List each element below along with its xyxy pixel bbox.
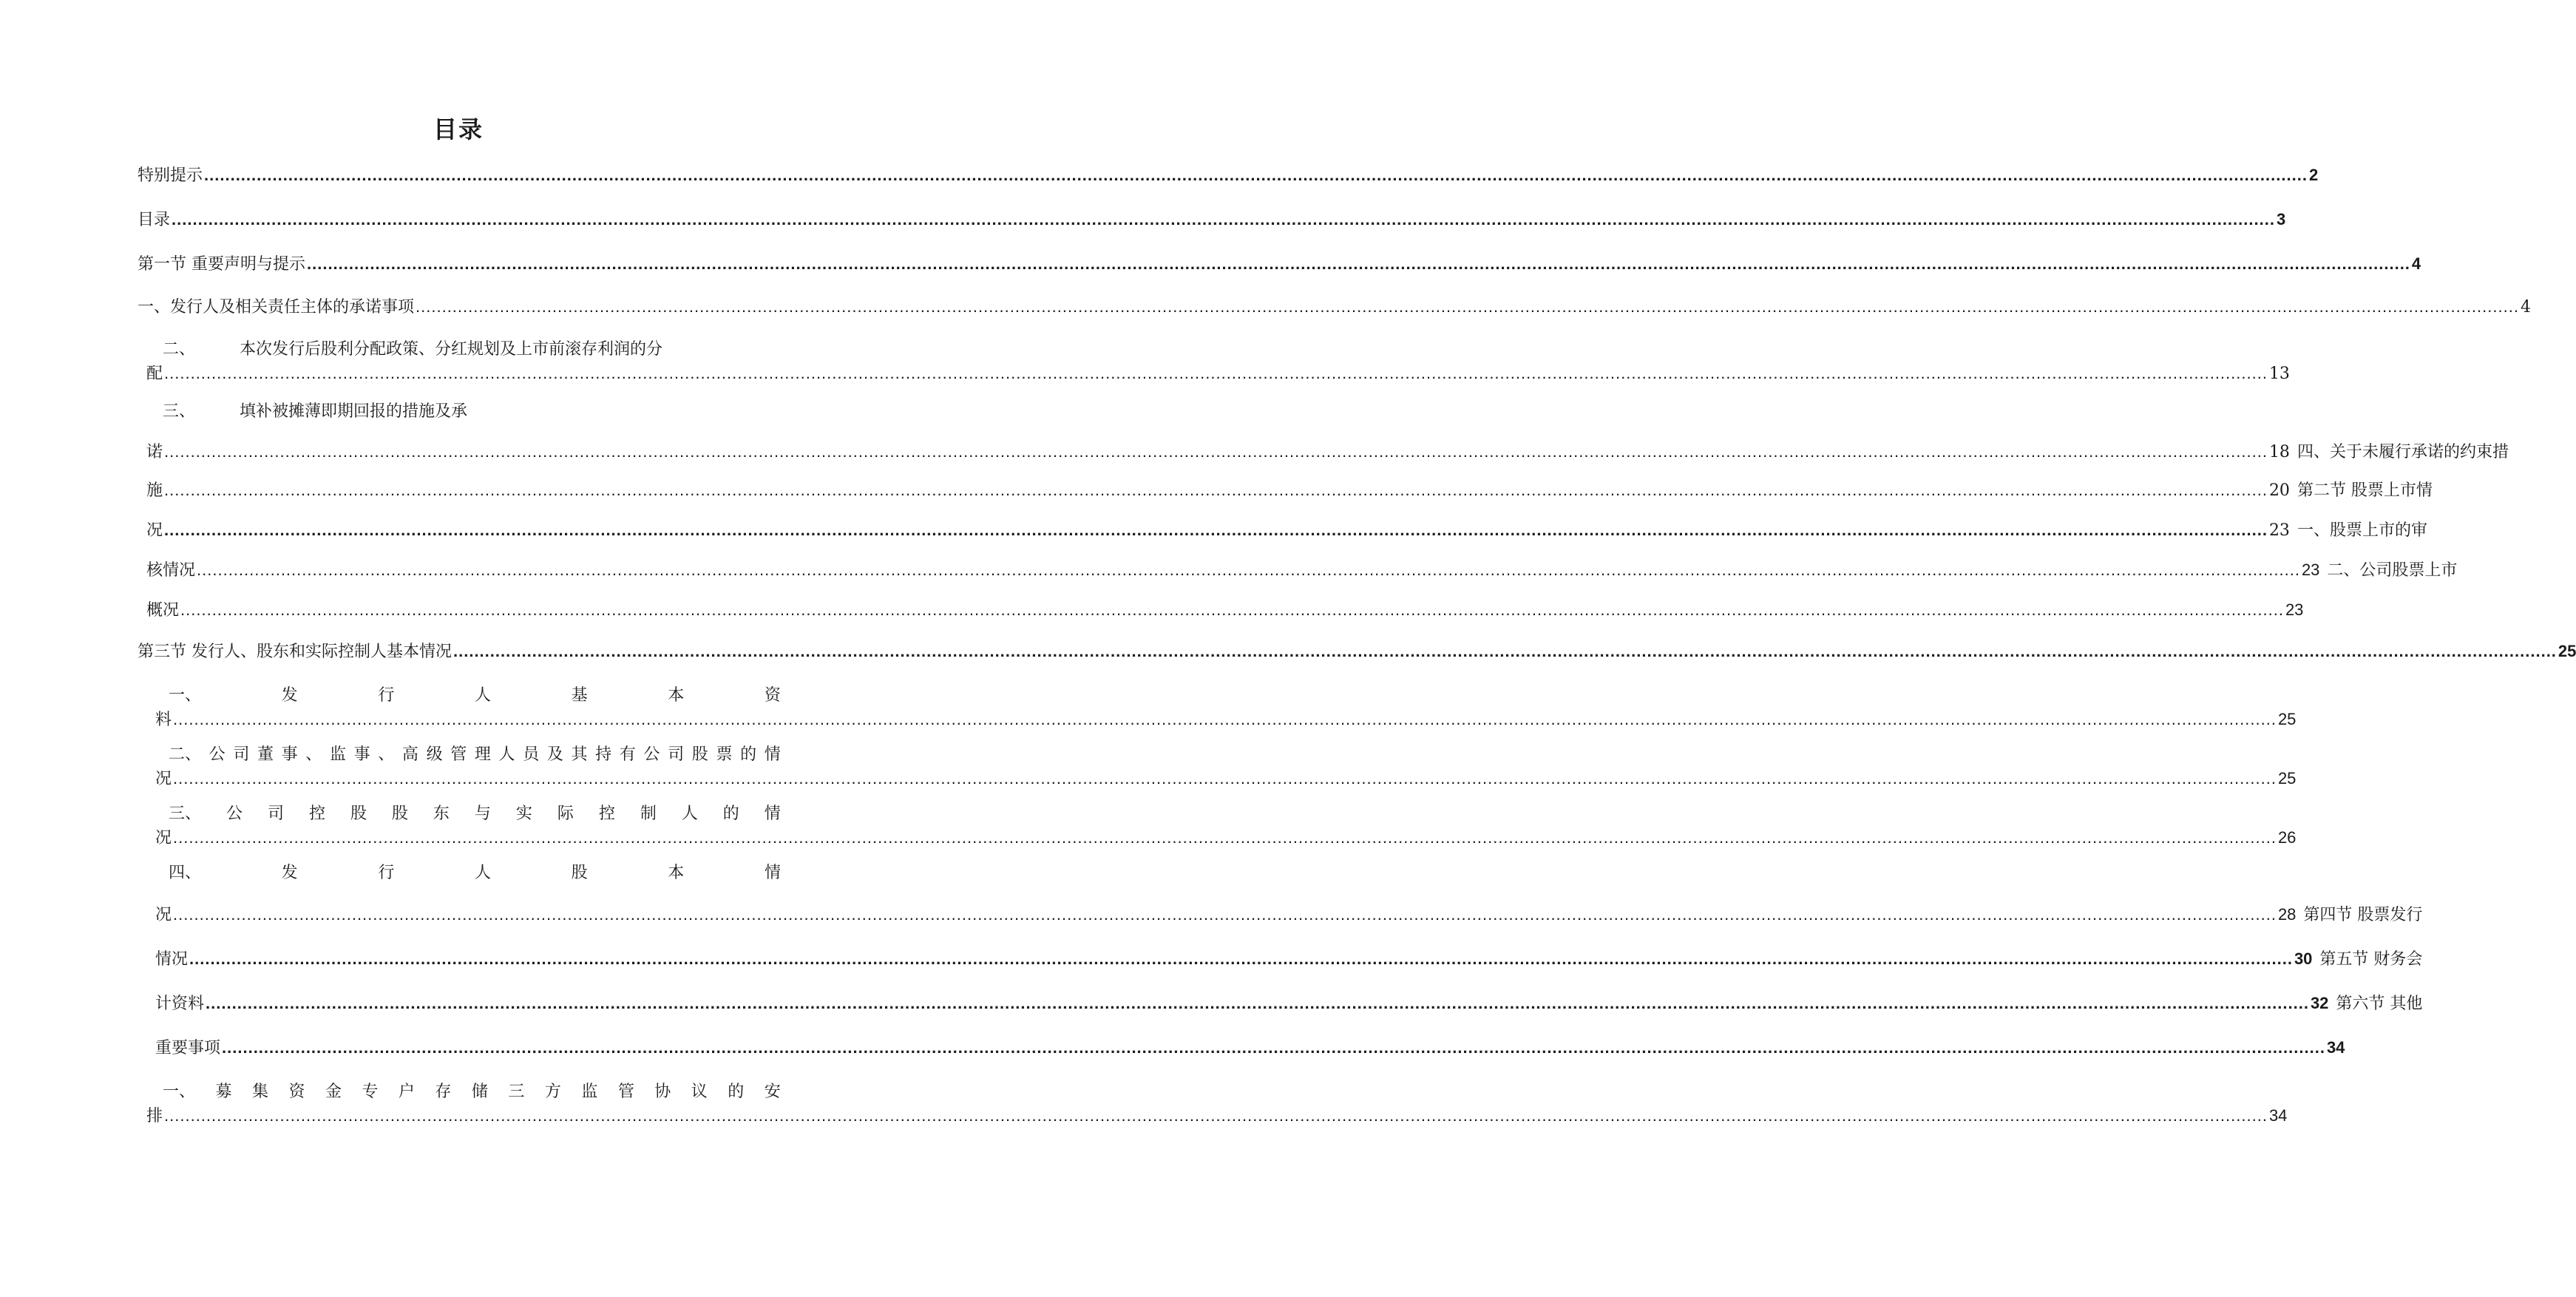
toc-entry-label: 排 — [146, 1107, 163, 1125]
toc-entry-char: 发 — [281, 864, 298, 882]
toc-entry-page: 23 — [2268, 521, 2290, 540]
toc-entry-label: 一、发行人及相关责任主体的承诺事项 — [138, 298, 415, 316]
toc-entry[interactable] — [155, 904, 2423, 927]
toc-entry-continuation: 第二节 股票上市情 — [2297, 481, 2433, 500]
toc-entry-line1[interactable] — [163, 1081, 781, 1103]
toc-entry-page: 25 — [2558, 642, 2576, 660]
toc-entry-page: 23 — [2285, 600, 2304, 619]
toc-entry-continuation: 第五节 财务会 — [2319, 950, 2423, 969]
toc-entry-char: 及 — [546, 745, 563, 764]
page-title: 目录 — [433, 115, 484, 143]
toc-entry[interactable] — [138, 640, 2576, 663]
toc-entry[interactable] — [155, 948, 2423, 971]
toc-entry-continuation: 第六节 其他 — [2336, 995, 2423, 1013]
toc-entry-page: 28 — [2277, 905, 2297, 924]
toc-entry-char: 控 — [598, 805, 615, 823]
toc-entry[interactable] — [155, 827, 2297, 850]
toc-entry-char: 的 — [740, 745, 757, 764]
toc-entry-char: 方 — [544, 1083, 561, 1101]
toc-entry-char: 集 — [251, 1083, 268, 1101]
toc-entry-label: 配 — [146, 365, 163, 383]
toc-entry[interactable] — [146, 599, 2304, 622]
toc-entry-marker: 一、 — [163, 1083, 196, 1101]
toc-entry-char: 人 — [681, 805, 698, 823]
dot-leader: ................................................................................................................................................................................................................................................................................................................................................................................................................ — [164, 442, 2268, 461]
toc-entry[interactable] — [155, 768, 2297, 790]
toc-entry-char: 行 — [378, 864, 395, 882]
toc-entry[interactable] — [138, 253, 2421, 276]
toc-entry-char: 募 — [215, 1083, 232, 1101]
toc-entry-label: 况 — [155, 770, 172, 788]
toc-entry[interactable] — [138, 209, 2286, 231]
dot-leader: ................................................................................................................................................................................................................................................................................................................................................................................................................ — [204, 166, 2308, 184]
toc-entry-char: 司 — [233, 745, 250, 764]
toc-entry-page: 2 — [2308, 166, 2319, 184]
toc-entry-page: 34 — [2268, 1106, 2288, 1125]
toc-entry-char: 情 — [764, 864, 781, 882]
toc-entry-line1[interactable] — [163, 339, 662, 361]
toc-entry-label: 情况 — [155, 950, 189, 969]
toc-entry-label: 核情况 — [146, 561, 196, 580]
toc-entry-label: 施 — [146, 481, 163, 500]
toc-entry-marker: 二、 — [169, 745, 202, 764]
toc-entry-char: 员 — [523, 745, 540, 764]
toc-entry-page: 4 — [2411, 254, 2421, 273]
toc-entry-char: 票 — [716, 745, 733, 764]
dot-leader: ................................................................................................................................................................................................................................................................................................................................................................................................................ — [180, 600, 2284, 619]
toc-entry-char: 存 — [435, 1083, 452, 1101]
toc-entry-label: 况 — [155, 829, 172, 847]
toc-entry-page: 25 — [2277, 710, 2297, 728]
toc-entry-char: 股 — [391, 805, 408, 823]
toc-entry-char: 专 — [362, 1083, 379, 1101]
toc-entry-label: 计资料 — [155, 995, 205, 1013]
toc-entry-page: 20 — [2268, 481, 2290, 500]
toc-entry-char: 公 — [226, 805, 243, 823]
dot-leader: ................................................................................................................................................................................................................................................................................................................................................................................................................ — [164, 481, 2268, 499]
toc-entry-char: 发 — [281, 686, 298, 705]
dot-leader: ................................................................................................................................................................................................................................................................................................................................................................................................................ — [197, 561, 2300, 579]
toc-entry[interactable] — [146, 441, 2509, 464]
toc-entry-char: 管 — [450, 745, 467, 764]
toc-entry-char: 金 — [325, 1083, 342, 1101]
toc-entry-char: 控 — [308, 805, 325, 823]
toc-entry-label: 目录 — [138, 211, 171, 229]
toc-entry-char: 公 — [643, 745, 660, 764]
toc-entry-continuation: 二、公司股票上市 — [2327, 561, 2458, 580]
dot-leader: ................................................................................................................................................................................................................................................................................................................................................................................................................ — [173, 769, 2277, 788]
toc-entry-char: 事 — [281, 745, 298, 764]
toc-entry-char: 人 — [498, 745, 515, 764]
toc-entry-char: 理 — [474, 745, 491, 764]
toc-entry-label: 第一节 重要声明与提示 — [138, 255, 305, 274]
toc-entry-char: 其 — [571, 745, 588, 764]
toc-entry-char: 司 — [668, 745, 685, 764]
toc-entry-char: 的 — [722, 805, 739, 823]
dot-leader: ................................................................................................................................................................................................................................................................................................................................................................................................................ — [416, 297, 2519, 316]
dot-leader: ................................................................................................................................................................................................................................................................................................................................................................................................................ — [164, 521, 2268, 539]
toc-entry[interactable] — [138, 164, 2319, 187]
toc-entry-label: 特别提示 — [138, 166, 203, 185]
dot-leader: ................................................................................................................................................................................................................................................................................................................................................................................................................ — [173, 710, 2277, 728]
dot-leader: ................................................................................................................................................................................................................................................................................................................................................................................................................ — [173, 828, 2277, 847]
toc-entry-char: 监 — [581, 1083, 598, 1101]
toc-entry-char: 持 — [595, 745, 612, 764]
toc-entry-page: 4 — [2520, 298, 2531, 316]
toc-entry-char: 董 — [257, 745, 274, 764]
toc-entry-char: 与 — [474, 805, 491, 823]
toc-entry[interactable] — [155, 708, 2297, 731]
dot-leader: ................................................................................................................................................................................................................................................................................................................................................................................................................ — [453, 642, 2557, 660]
toc-entry-char: 三 — [508, 1083, 525, 1101]
toc-entry[interactable] — [155, 1037, 2345, 1060]
toc-entry-continuation: 第四节 股票发行 — [2303, 906, 2423, 924]
dot-leader: ................................................................................................................................................................................................................................................................................................................................................................................................................ — [206, 994, 2309, 1012]
toc-entry-char: 股 — [571, 864, 588, 882]
toc-entry-char: 际 — [557, 805, 574, 823]
toc-entry-marker: 三、 — [169, 805, 202, 823]
toc-entry-page: 26 — [2277, 828, 2297, 847]
toc-entry-char: 本 — [668, 864, 685, 882]
toc-entry-page: 25 — [2277, 769, 2297, 788]
toc-entry-char: 公 — [209, 745, 226, 764]
toc-entry-char: 实 — [515, 805, 532, 823]
dot-leader: ................................................................................................................................................................................................................................................................................................................................................................................................................ — [172, 210, 2275, 228]
toc-entry[interactable] — [146, 479, 2433, 502]
toc-entry-label: 第三节 发行人、股东和实际控制人基本情况 — [138, 643, 452, 661]
toc-entry-page: 34 — [2326, 1038, 2345, 1057]
dot-leader: ................................................................................................................................................................................................................................................................................................................................................................................................................ — [189, 949, 2293, 968]
toc-entry-label: 诺 — [146, 443, 163, 461]
toc-entry-char: 安 — [764, 1083, 781, 1101]
toc-entry-continuation: 一、股票上市的审 — [2297, 521, 2427, 540]
toc-entry-label: 概况 — [146, 601, 180, 620]
dot-leader: ................................................................................................................................................................................................................................................................................................................................................................................................................ — [164, 364, 2268, 382]
toc-entry-char: 储 — [471, 1083, 488, 1101]
toc-entry-char: 情 — [764, 805, 781, 823]
toc-entry-marker: 三、 — [163, 402, 196, 421]
toc-entry-line1[interactable] — [169, 744, 781, 766]
toc-entry-char: 股 — [350, 805, 367, 823]
dot-leader: ................................................................................................................................................................................................................................................................................................................................................................................................................ — [173, 905, 2277, 924]
toc-entry[interactable] — [146, 1105, 2288, 1128]
toc-entry-char: 的 — [728, 1083, 745, 1101]
toc-entry-char: 级 — [426, 745, 443, 764]
toc-entry-continuation: 四、关于未履行承诺的约束措 — [2297, 443, 2509, 461]
toc-entry[interactable] — [138, 296, 2531, 319]
toc-entry-char: 东 — [433, 805, 450, 823]
toc-entry-line1[interactable] — [169, 685, 781, 707]
toc-entry-label: 况 — [146, 521, 163, 540]
toc-entry-label: 况 — [155, 906, 172, 924]
dot-leader: ................................................................................................................................................................................................................................................................................................................................................................................................................ — [222, 1038, 2325, 1057]
toc-entry-char: 事 — [353, 745, 370, 764]
toc-entry-line1[interactable] — [163, 401, 467, 423]
dot-leader: ................................................................................................................................................................................................................................................................................................................................................................................................................ — [164, 1106, 2268, 1125]
toc-entry[interactable] — [155, 992, 2423, 1015]
toc-entry-page: 3 — [2276, 210, 2286, 228]
toc-entry-label: 料 — [155, 711, 172, 729]
toc-entry-line1[interactable] — [169, 862, 781, 884]
toc-entry-marker: 四、 — [169, 864, 202, 882]
toc-entry-marker: 一、 — [169, 686, 202, 705]
toc-entry-char: 、 — [378, 745, 395, 764]
toc-entry-char: 监 — [329, 745, 346, 764]
toc-entry-char: 情 — [764, 745, 781, 764]
toc-entry-page: 32 — [2310, 994, 2329, 1012]
toc-entry[interactable] — [146, 519, 2427, 542]
toc-entry-char: 司 — [267, 805, 284, 823]
dot-leader: ................................................................................................................................................................................................................................................................................................................................................................................................................ — [307, 254, 2410, 273]
toc-entry-char: 基 — [571, 686, 588, 705]
toc-entry-page: 18 — [2268, 443, 2290, 461]
toc-entry-page: 30 — [2294, 949, 2313, 968]
toc-entry-char: 制 — [640, 805, 657, 823]
toc-entry-char: 、 — [305, 745, 322, 764]
toc-entry-marker: 二、 — [163, 340, 196, 359]
toc-entry-char: 人 — [474, 864, 491, 882]
toc-entry-page: 13 — [2268, 365, 2290, 383]
toc-entry-char: 户 — [398, 1083, 415, 1101]
toc-entry-char: 资 — [764, 686, 781, 705]
toc-entry-text: 填补被摊薄即期回报的措施及承 — [240, 402, 468, 421]
toc-entry-line1[interactable] — [169, 803, 781, 825]
toc-entry-char: 有 — [619, 745, 636, 764]
toc-entry-char: 股 — [691, 745, 708, 764]
toc-entry[interactable] — [146, 559, 2458, 582]
toc-entry-label: 重要事项 — [155, 1039, 221, 1057]
toc-entry-char: 协 — [654, 1083, 671, 1101]
toc-entry-char: 议 — [691, 1083, 708, 1101]
toc-entry-char: 高 — [401, 745, 418, 764]
toc-entry-char: 人 — [474, 686, 491, 705]
toc-entry-char: 资 — [288, 1083, 305, 1101]
toc-entry-page: 23 — [2301, 561, 2320, 579]
toc-entry-char: 本 — [668, 686, 685, 705]
toc-entry[interactable] — [146, 362, 2290, 385]
toc-entry-text: 本次发行后股利分配政策、分红规划及上市前滚存利润的分 — [240, 340, 663, 359]
toc-entry-char: 行 — [378, 686, 395, 705]
toc-entry-char: 管 — [617, 1083, 634, 1101]
